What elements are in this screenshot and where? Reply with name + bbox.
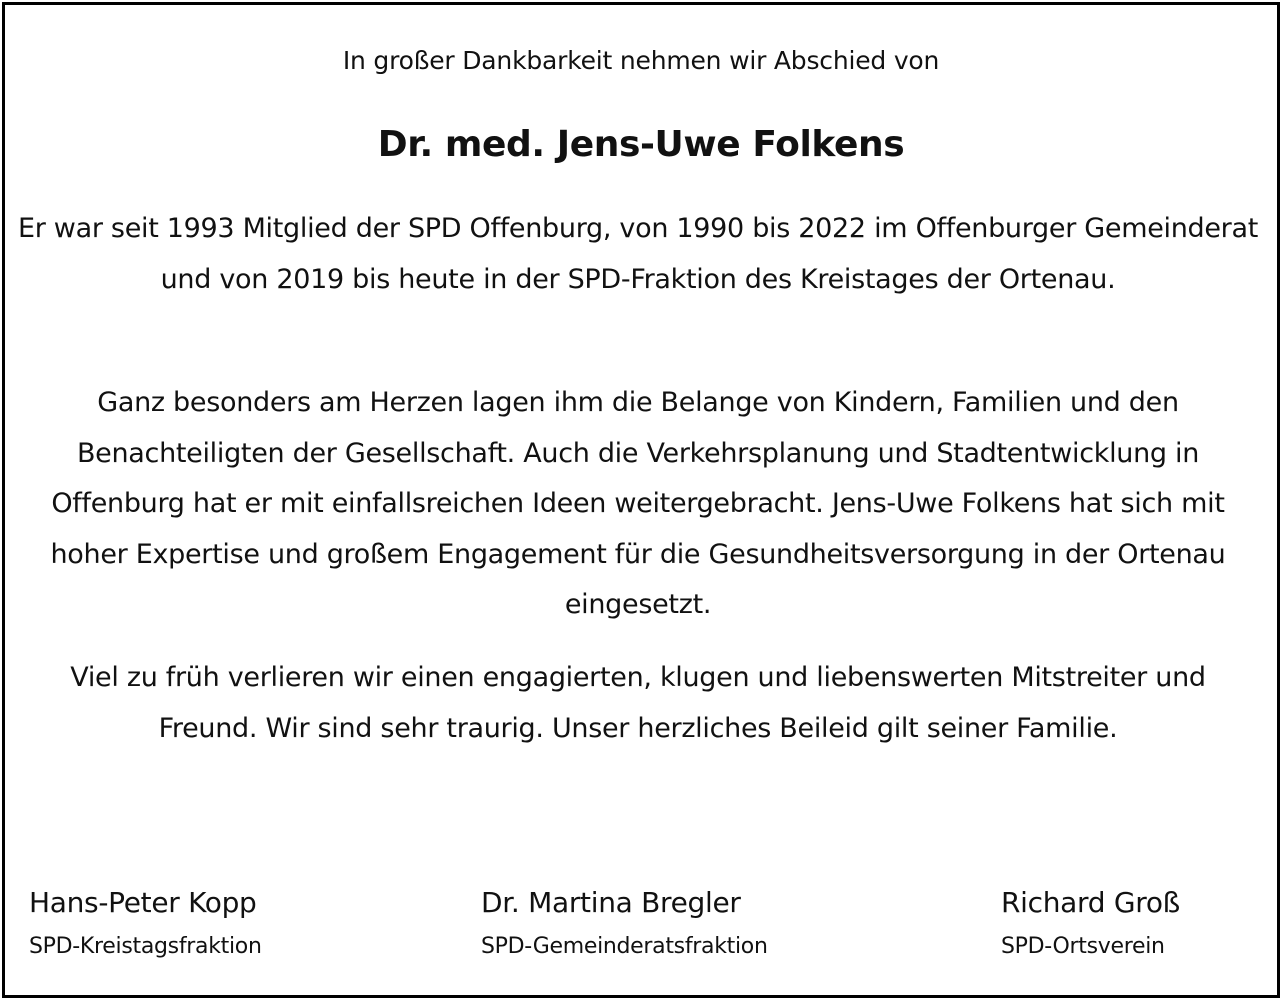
deceased-name: Dr. med. Jens-Uwe Folkens	[377, 124, 905, 165]
signatory-2	[481, 881, 768, 969]
signatory-1	[29, 881, 262, 969]
signatory-name: Richard Groß	[1001, 886, 1180, 919]
intro-line: In großer Dankbarkeit nehmen wir Abschied von	[342, 46, 940, 75]
signatory-organization: SPD-Kreistagsfraktion	[29, 934, 262, 959]
signatory-organization: SPD-Ortsverein	[1001, 934, 1165, 959]
paragraph-contributions: Ganz besonders am Herzen lagen ihm die Belange von Kindern, Familien und den Benachteiligten der Gesellschaft. Auch die Verkehrsplanung und Stadtentwicklung in Offenburg hat er mit einfallsreichen Ideen weitergebracht. Jens-Uwe Folkens hat sich mit hoher Expertise und großem Engagement für die Gesundheitsversorgung in der Ortenau eingesetzt.	[50, 387, 1226, 620]
paragraph-condolence: Viel zu früh verlieren wir einen engagierten, klugen und liebenswerten Mitstreiter und Freund. Wir sind sehr traurig. Unser herzliches Beileid gilt seiner Familie.	[70, 662, 1206, 744]
paragraph-membership: Er war seit 1993 Mitglied der SPD Offenburg, von 1990 bis 2022 im Offenburger Gemeinderat und von 2019 bis heute in der SPD-Fraktion des Kreistages der Ortenau.	[17, 213, 1259, 295]
signatory-name: Dr. Martina Bregler	[481, 886, 741, 919]
signatory-3	[1001, 881, 1180, 969]
signatory-name: Hans-Peter Kopp	[29, 886, 257, 919]
signatory-organization: SPD-Gemeinderatsfraktion	[481, 934, 768, 959]
obituary-notice	[2, 2, 1280, 998]
